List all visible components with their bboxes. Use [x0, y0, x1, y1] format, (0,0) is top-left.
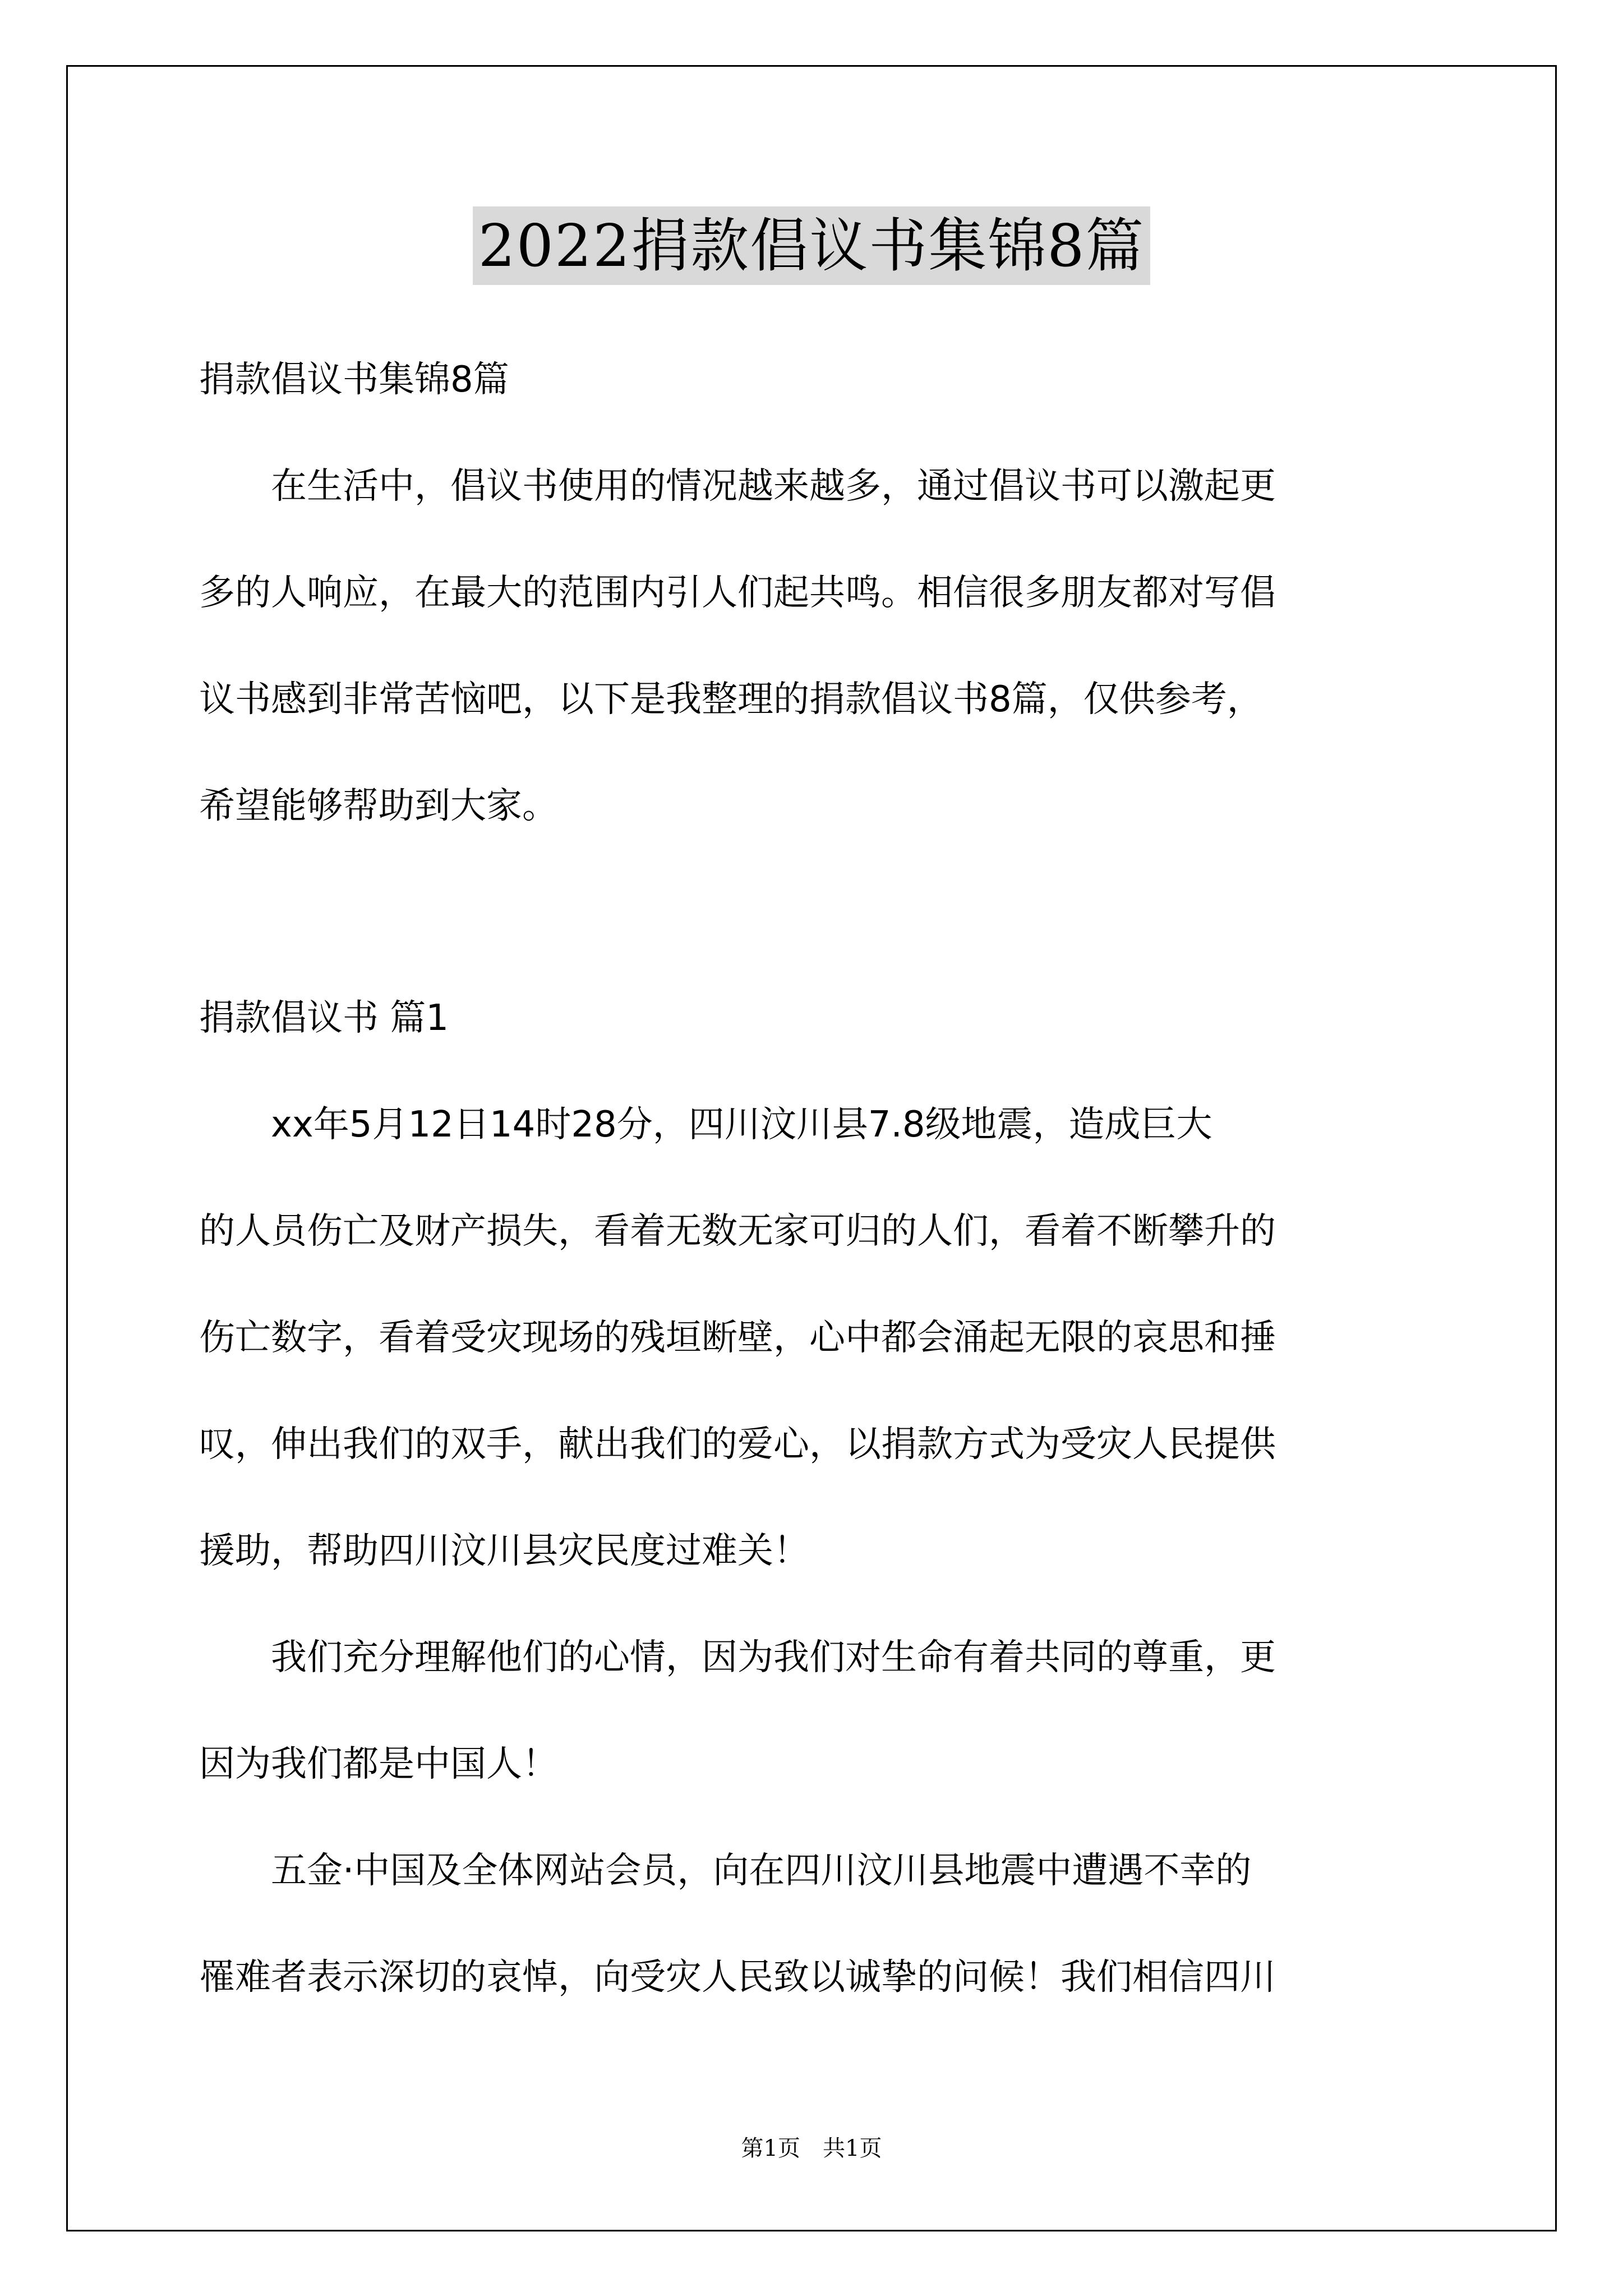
text-line: 议书感到非常苦恼吧，以下是我整理的捐款倡议书8篇，仅供参考， — [199, 679, 1263, 720]
text-line: xx年5月12日14时28分，四川汶川县7.8级地震，造成巨大 — [199, 1104, 1212, 1145]
text-line: 叹，伸出我们的双手，献出我们的爱心，以捐款方式为受灾人民提供 — [199, 1424, 1276, 1465]
text-line: 伤亡数字，看着受灾现场的残垣断壁，心中都会涌起无限的哀思和捶 — [199, 1317, 1276, 1359]
text-line: 我们充分理解他们的心情，因为我们对生命有着共同的尊重，更 — [199, 1637, 1276, 1678]
title-container — [0, 206, 1623, 285]
page-footer: 第1页 共1页 — [741, 2136, 882, 2161]
text-line: 希望能够帮助到大家。 — [199, 785, 558, 827]
section-heading: 捐款倡议书 篇1 — [199, 997, 449, 1039]
document-title: 2022捐款倡议书集锦8篇 — [473, 206, 1151, 285]
text-line: 五金·中国及全体网站会员，向在四川汶川县地震中遭遇不幸的 — [199, 1850, 1252, 1892]
text-line: 罹难者表示深切的哀悼，向受灾人民致以诚挚的问候！我们相信四川 — [199, 1957, 1276, 1998]
text-line: 多的人响应，在最大的范围内引人们起共鸣。相信很多朋友都对写倡 — [199, 572, 1276, 614]
subtitle: 捐款倡议书集锦8篇 — [199, 359, 509, 401]
text-line: 援助，帮助四川汶川县灾民度过难关！ — [199, 1530, 809, 1572]
text-line: 因为我们都是中国人！ — [199, 1743, 558, 1785]
text-line: 的人员伤亡及财产损失，看着无数无家可归的人们，看着不断攀升的 — [199, 1211, 1276, 1252]
text-line: 在生活中，倡议书使用的情况越来越多，通过倡议书可以激起更 — [199, 466, 1276, 507]
